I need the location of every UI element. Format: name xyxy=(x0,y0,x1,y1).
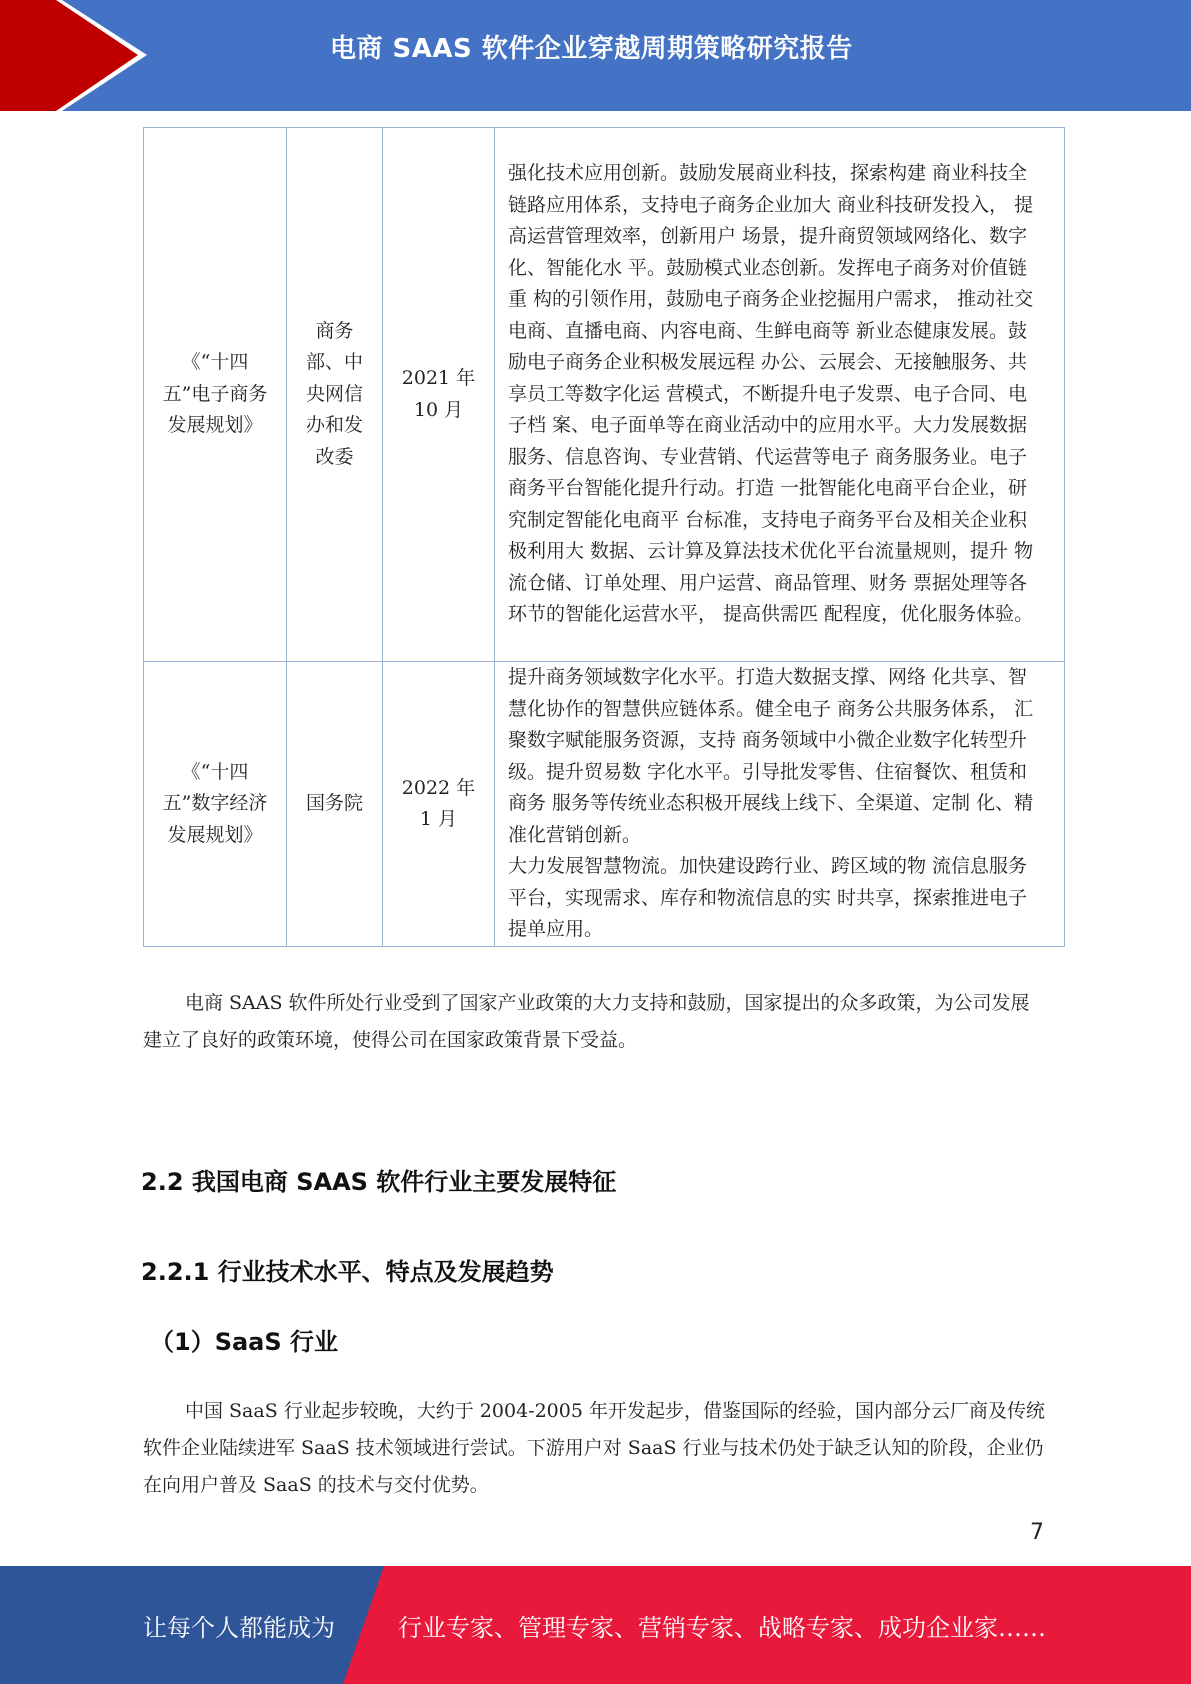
page-number: 7 xyxy=(1030,1520,1044,1545)
policy-content: 强化技术应用创新。鼓励发展商业科技，探索构建 商业科技全链路应用体系，支持电子商务企业加大 商业科技研发投入， 提高运营管理效率，创新用户 场景，提升商贸领域网络化、数字化、智能化水 平。鼓励模式业态创新。发挥电子商务对价值链重 构的引领作用，鼓励电子商务企业挖掘用户需求， 推动社交电商、直播电商、内容电商、生鲜电商等 新业态健康发展。鼓励电子商务企业积极发展远程 办公、云展会、无接触服务、共享员工等数字化运 营模式，不断提升电子发票、电子合同、电子档 案、电子面单等在商业活动中的应用水平。大力发展数据服务、信息咨询、专业营销、代运营等电子 商务服务业。电子商务平台智能化提升行动。打造 一批智能化电商平台企业，研究制定智能化电商平 台标准，支持电子商务平台及相关企业积极利用大 数据、云计算及算法技术优化平台流量规则，提升 物流仓储、订单处理、用户运营、商品管理、财务 票据处理等各环节的智能化运营水平， 提高供需匹 配程度，优化服务体验。 xyxy=(508,162,1034,626)
footer-slogan-left: 让每个人都能成为 xyxy=(143,1614,335,1642)
subsection-heading: 2.2.1 行业技术水平、特点及发展趋势 xyxy=(141,1258,554,1286)
issue-date: 2021 年 10 月 xyxy=(401,367,476,421)
policy-content: 提升商务领域数字化水平。打造大数据支撑、网络 化共享、智慧化协作的智慧供应链体系。健全电子 商务公共服务体系， 汇聚数字赋能服务资源，支持 商务领域中小微企业数字化转型升级。提升贸易数 字化水平。引导批发零售、住宿餐饮、租赁和商务 服务等传统业态积极开展线上线下、全渠道、定制 化、精准化营销创新。 xyxy=(508,666,1034,846)
header-arrow-icon xyxy=(0,0,160,111)
table-row xyxy=(144,662,1065,947)
policy-table xyxy=(143,127,1065,947)
issuing-department: 国务院 xyxy=(305,792,363,815)
page-footer xyxy=(0,1566,1191,1684)
body-paragraph: 中国 SaaS 行业起步较晚，大约于 2004-2005 年开发起步，借鉴国际的经验，国内部分云厂商及传统软件企业陆续进军 SaaS 技术领域进行尝试。下游用户对 SaaS 行业与技术仍处于缺乏认知的阶段，企业仍在向用户普及 SaaS 的技术与交付优势。 xyxy=(143,1400,1045,1496)
page-header xyxy=(0,0,1191,111)
issuing-department: 商务部、中央网信办和发改委 xyxy=(305,319,363,468)
policy-content-extra: 大力发展智慧物流。加快建设跨行业、跨区域的物 流信息服务平台，实现需求、库存和物流信息的实 时共享，探索推进电子提单应用。 xyxy=(508,855,1028,941)
item-heading: （1）SaaS 行业 xyxy=(150,1328,339,1356)
report-title: 电商 SAAS 软件企业穿越周期策略研究报告 xyxy=(330,34,853,64)
policy-name: 《“十四五”数字经济发展规划》 xyxy=(162,760,268,846)
body-paragraph: 电商 SAAS 软件所处行业受到了国家产业政策的大力支持和鼓励，国家提出的众多政策，为公司发展建立了良好的政策环境，使得公司在国家政策背景下受益。 xyxy=(143,992,1030,1051)
footer-slogan-right: 行业专家、管理专家、营销专家、战略专家、成功企业家…… xyxy=(398,1614,1046,1642)
table-row xyxy=(144,128,1065,662)
section-heading: 2.2 我国电商 SAAS 软件行业主要发展特征 xyxy=(141,1168,617,1196)
issue-date: 2022 年 1 月 xyxy=(401,776,476,830)
policy-name: 《“十四五”电子商务发展规划》 xyxy=(162,351,268,437)
